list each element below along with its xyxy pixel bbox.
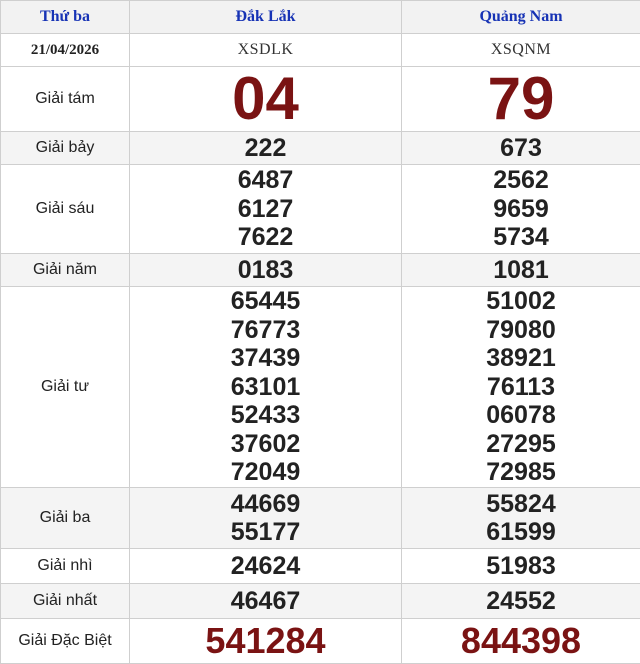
prize-label-g8: Giải tám	[35, 90, 95, 107]
weekday-cell	[1, 1, 130, 34]
prize-number: 72985	[402, 458, 640, 487]
prize-number: 6127	[130, 195, 401, 224]
prize-number: 04	[130, 69, 401, 129]
prize-number: 673	[402, 134, 640, 163]
prize-number: 79	[402, 69, 640, 129]
prize-row-g3	[1, 488, 640, 549]
prize-number: 44669	[130, 490, 401, 519]
lottery-code-quang-nam: XSQNM	[491, 41, 551, 58]
prize-row-g2	[1, 549, 640, 584]
prize-label-g6: Giải sáu	[36, 200, 95, 217]
prize-label-g7: Giải bảy	[36, 139, 95, 156]
date-cell	[1, 34, 130, 67]
header-row	[1, 1, 640, 34]
prize-row-g4	[1, 287, 640, 488]
prize-row-g5	[1, 254, 640, 287]
prize-number: 76773	[130, 316, 401, 345]
prize-number: 76113	[402, 373, 640, 402]
draw-date: 21/04/2026	[31, 42, 99, 58]
prize-row-g1	[1, 584, 640, 619]
prize-number: 38921	[402, 344, 640, 373]
prize-number: 222	[130, 134, 401, 163]
prize-label-g3: Giải ba	[40, 509, 91, 526]
prize-number: 6487	[130, 166, 401, 195]
province-name-quang-nam: Quảng Nam	[479, 8, 562, 25]
prize-number: 1081	[402, 256, 640, 285]
province-name-dak-lak: Đắk Lắk	[235, 8, 295, 25]
prize-number: 5734	[402, 223, 640, 252]
prize-number: 61599	[402, 518, 640, 547]
prize-number: 79080	[402, 316, 640, 345]
date-code-row	[1, 34, 640, 67]
special-prize-number: 541284	[130, 621, 401, 661]
prize-label-g4: Giải tư	[41, 378, 89, 395]
prize-row-g7	[1, 132, 640, 165]
prize-row-g6	[1, 165, 640, 254]
prize-label-g5: Giải năm	[33, 261, 97, 278]
prize-number: 46467	[130, 587, 401, 616]
prize-number: 63101	[130, 373, 401, 402]
prize-number: 55177	[130, 518, 401, 547]
weekday-label: Thứ ba	[40, 8, 90, 25]
prize-number: 9659	[402, 195, 640, 224]
prize-row-g8	[1, 67, 640, 132]
prize-number: 0183	[130, 256, 401, 285]
lottery-code-dak-lak: XSDLK	[238, 41, 294, 58]
prize-number: 24552	[402, 587, 640, 616]
prize-number: 65445	[130, 287, 401, 316]
prize-number: 24624	[130, 552, 401, 581]
prize-label-special: Giải Đặc Biệt	[18, 632, 111, 649]
prize-number: 51983	[402, 552, 640, 581]
prize-number: 27295	[402, 430, 640, 459]
prize-row-special	[1, 619, 640, 664]
prize-number: 72049	[130, 458, 401, 487]
prize-number: 37602	[130, 430, 401, 459]
prize-number: 55824	[402, 490, 640, 519]
prize-label-g2: Giải nhì	[37, 557, 92, 574]
prize-number: 7622	[130, 223, 401, 252]
code-cell-quang-nam	[402, 34, 640, 67]
prize-number: 2562	[402, 166, 640, 195]
special-prize-number: 844398	[402, 621, 640, 661]
prize-number: 52433	[130, 401, 401, 430]
prize-number: 51002	[402, 287, 640, 316]
prize-number: 06078	[402, 401, 640, 430]
prize-label-g1: Giải nhất	[33, 592, 97, 609]
province-cell-dak-lak	[130, 1, 402, 34]
prize-number: 37439	[130, 344, 401, 373]
code-cell-dak-lak	[130, 34, 402, 67]
province-cell-quang-nam	[402, 1, 640, 34]
